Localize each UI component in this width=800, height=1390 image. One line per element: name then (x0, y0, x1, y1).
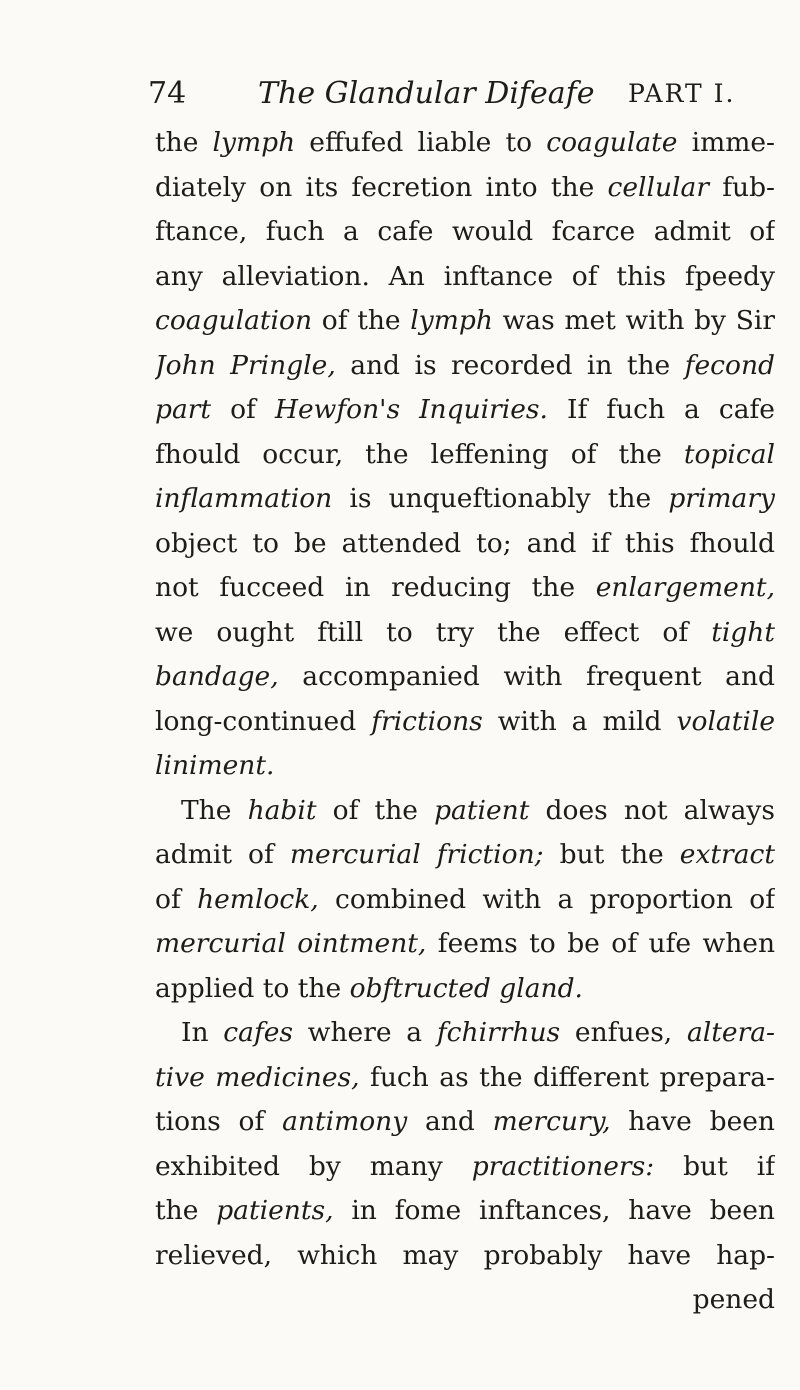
roman-text: of (211, 394, 275, 425)
text-line (155, 1011, 775, 1056)
text-line (155, 433, 775, 478)
text-line (155, 210, 775, 255)
text-line (155, 700, 775, 745)
text-line (155, 833, 775, 878)
roman-text: of the (312, 305, 411, 336)
text-line (155, 477, 775, 522)
roman-text: but if (654, 1150, 775, 1182)
roman-text: feems to be of ufe when (426, 928, 775, 959)
roman-text: In (181, 1017, 224, 1048)
roman-text: pened (692, 1284, 775, 1315)
italic-text: antimony (282, 1106, 408, 1137)
text-line (155, 1189, 775, 1234)
running-head (148, 72, 768, 116)
page-number: 74 (148, 76, 187, 111)
roman-text: relieved, which may probably have hap- (155, 1239, 775, 1271)
text-line (155, 344, 775, 389)
roman-text: does not always (529, 794, 775, 826)
italic-text: habit (247, 794, 317, 826)
text-line (155, 1056, 775, 1101)
roman-text: of (155, 883, 198, 915)
italic-text: fecond (684, 349, 775, 381)
text-line (155, 1234, 775, 1279)
roman-text: exhibited by many (155, 1150, 472, 1182)
roman-text: ftance, fuch a cafe would fcarce admit of (155, 216, 775, 247)
roman-text: combined with a proportion of (318, 883, 775, 915)
italic-text: altera- (686, 1017, 775, 1048)
italic-text: lymph (212, 127, 296, 158)
text-line (155, 166, 775, 211)
roman-text: If fuch a cafe (547, 394, 775, 425)
roman-text: the (155, 1195, 217, 1226)
italic-text: cafes (223, 1017, 294, 1048)
text-line (155, 299, 775, 344)
text-line (155, 388, 775, 433)
roman-text: tions of (155, 1106, 283, 1137)
text-line (155, 255, 775, 300)
text-line (155, 522, 775, 567)
text-line (155, 789, 775, 834)
running-title: The Glandular Difeafe (258, 76, 595, 111)
text-line (155, 1145, 775, 1190)
text-line (155, 744, 775, 789)
roman-text: of the (316, 794, 435, 826)
text-line (155, 967, 775, 1012)
roman-text: imme- (677, 127, 775, 158)
italic-text: tight (711, 616, 775, 648)
roman-text: with a mild (482, 705, 677, 737)
italic-text: volatile (676, 705, 775, 737)
body-text (155, 121, 775, 1323)
italic-text: fchirrhus (436, 1017, 561, 1048)
italic-text: primary (668, 483, 775, 514)
roman-text: have been (610, 1106, 775, 1137)
italic-text: part (155, 394, 212, 425)
italic-text: hemlock, (197, 883, 319, 915)
roman-text: effufed liable to (295, 127, 547, 158)
italic-text: patients, (216, 1195, 334, 1226)
roman-text: not fucceed in reducing the (155, 572, 596, 603)
italic-text: liniment. (155, 750, 275, 781)
roman-text: and (407, 1106, 493, 1137)
roman-text: and is recorded in the (335, 349, 685, 381)
italic-text: topical (683, 438, 775, 470)
roman-text: object to be attended to; and if this fhould (155, 527, 775, 559)
roman-text: where a (293, 1017, 437, 1048)
roman-text: we ought ftill to try the effect of (155, 616, 712, 648)
text-line (155, 566, 775, 611)
text-line (155, 922, 775, 967)
italic-text: mercurial friction; (289, 839, 544, 870)
text-line (155, 655, 775, 700)
italic-text: inflammation (155, 483, 333, 514)
roman-text: in fome inftances, have been (333, 1195, 775, 1226)
italic-text: lymph (410, 305, 493, 336)
text-line (155, 121, 775, 166)
italic-text: bandage, (155, 661, 279, 692)
text-line (155, 611, 775, 656)
italic-text: patient (434, 794, 530, 826)
roman-text: is unqueftionably the (332, 483, 669, 514)
italic-text: mercury, (492, 1106, 611, 1137)
italic-text: coagulation (155, 305, 313, 336)
italic-text: practitioners: (471, 1150, 655, 1182)
italic-text: frictions (371, 705, 483, 737)
italic-text: John Pringle, (155, 349, 336, 381)
roman-text: admit of (155, 839, 290, 870)
text-line (155, 1100, 775, 1145)
roman-text: applied to the (155, 972, 350, 1004)
text-line (155, 878, 775, 923)
italic-text: extract (679, 839, 775, 870)
roman-text: fhould occur, the leffening of the (155, 438, 684, 470)
roman-text: any alleviation. An inftance of this fpeedy (155, 260, 775, 292)
roman-text: The (181, 794, 248, 826)
roman-text: fub- (708, 171, 775, 203)
roman-text: accompanied with frequent and (278, 661, 775, 692)
italic-text: coagulate (546, 127, 678, 158)
italic-text: mercurial ointment, (155, 928, 427, 959)
part-label: PART I. (628, 79, 736, 108)
italic-text: Hewfon's Inquiries. (274, 394, 548, 425)
roman-text: the (155, 127, 213, 158)
roman-text: but the (543, 839, 680, 870)
roman-text: was met with by Sir (492, 305, 775, 336)
roman-text: long-continued (155, 705, 372, 737)
italic-text: cellular (607, 171, 709, 203)
italic-text: tive medicines, (155, 1061, 360, 1093)
italic-text: obftructed gland. (349, 972, 583, 1004)
italic-text: enlargement, (595, 572, 775, 603)
roman-text: enfues, (560, 1017, 687, 1048)
catchword (155, 1278, 775, 1323)
roman-text: diately on its fecretion into the (155, 171, 608, 203)
roman-text: fuch as the different prepara- (359, 1061, 775, 1093)
